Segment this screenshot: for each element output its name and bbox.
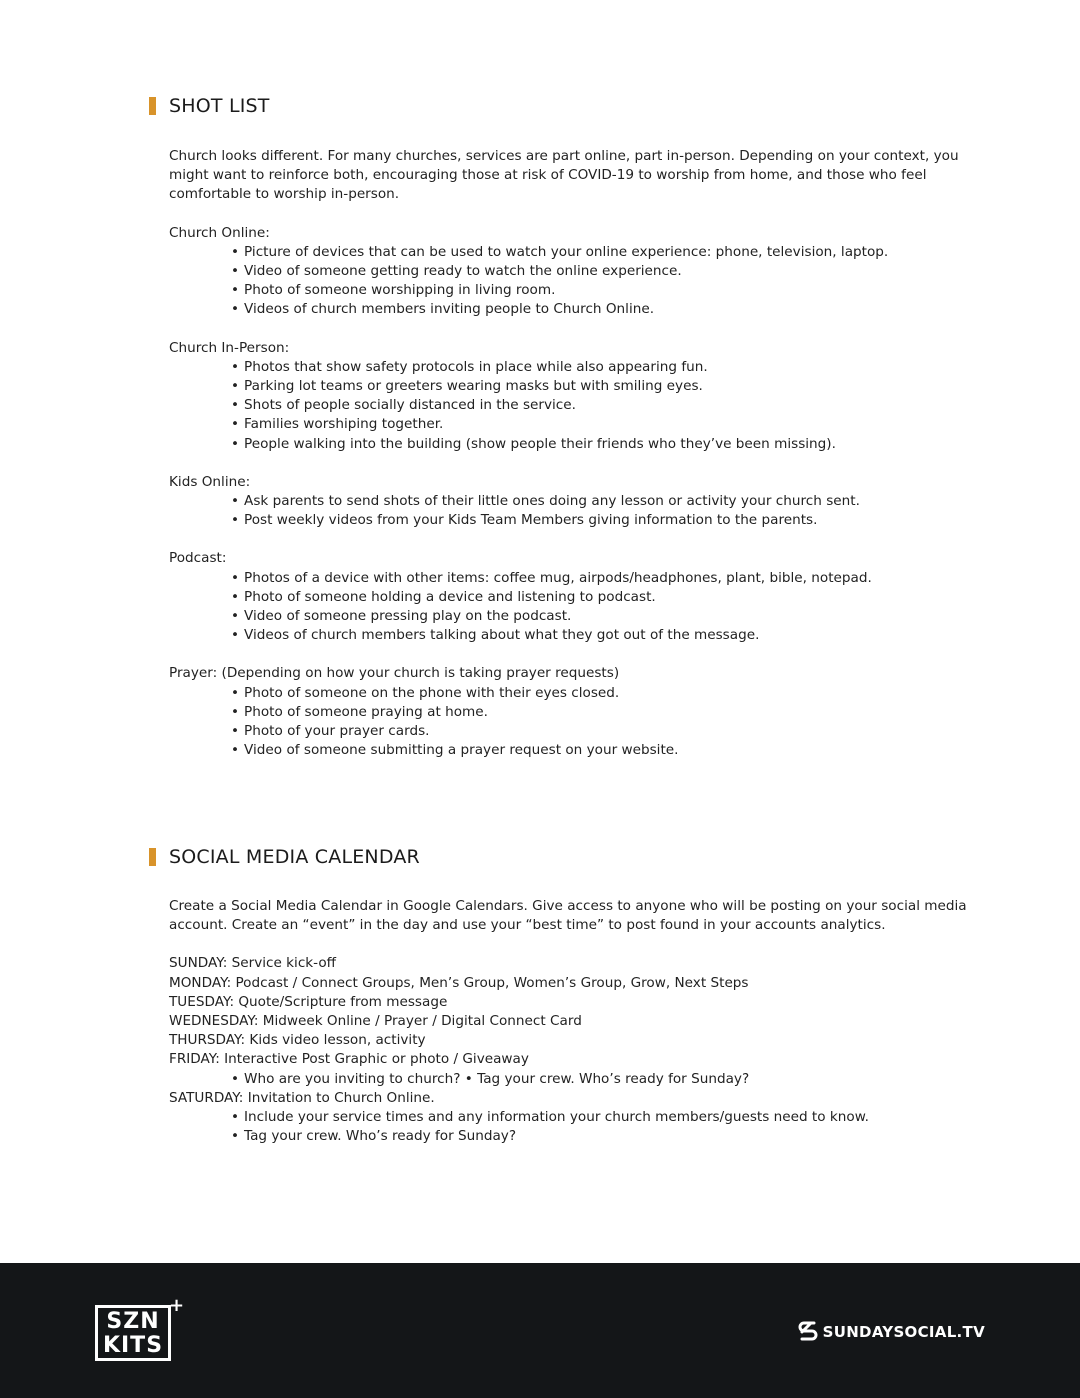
shot-list-group: [169, 664, 979, 760]
list-item: [231, 281, 979, 300]
list-item-text: Photos of a device with other items: coffee mug, airpods/headphones, plant, bible, notepad.: [244, 569, 872, 586]
calendar-day: TUESDAY: Quote/Scripture from message: [169, 993, 448, 1010]
calendar-body: [169, 897, 979, 1146]
section-title: SHOT LIST: [169, 95, 270, 117]
list-item-text: Photos that show safety protocols in place while also appearing fun.: [244, 358, 708, 375]
szn-kits-logo-box: [95, 1305, 171, 1361]
list-item-text: Photo of someone worshipping in living room.: [244, 282, 556, 299]
list-item-text: Video of someone pressing play on the podcast.: [244, 608, 572, 625]
list-item-text: Video of someone getting ready to watch the online experience.: [244, 263, 682, 280]
list-item: [231, 243, 979, 262]
list-item: [231, 262, 979, 281]
bullet-list: [169, 358, 979, 454]
footer: [0, 1263, 1080, 1398]
szn-logo-plus: +: [169, 1295, 185, 1316]
list-item: [231, 300, 979, 319]
list-item: [231, 511, 979, 530]
shot-list-intro: Church looks different. For many churches, services are part online, part in-person. Depending on your context, you might want to reinforce both, encouraging those at risk of COVID-19 to worship from home, and those who feel comfortable to worship in-person.: [169, 148, 959, 203]
szn-logo-line2: KITS: [102, 1333, 164, 1358]
shot-list-group: [169, 224, 979, 320]
list-item-text: Video of someone submitting a prayer request on your website.: [244, 742, 679, 759]
section-accent-bar: [149, 97, 156, 115]
shot-list-group: [169, 339, 979, 454]
bullet-list: [169, 1108, 979, 1146]
list-item-text: Shots of people socially distanced in the service.: [244, 397, 576, 414]
bullet-list: [169, 1070, 979, 1089]
list-item-text: Who are you inviting to church? • Tag your crew. Who’s ready for Sunday?: [244, 1070, 750, 1087]
list-item: [231, 1108, 979, 1127]
section-title: SOCIAL MEDIA CALENDAR: [169, 846, 420, 868]
szn-kits-logo: [95, 1295, 185, 1365]
list-item: [231, 358, 979, 377]
list-item: [231, 435, 979, 454]
shot-list-group: [169, 473, 979, 531]
list-item-text: Include your service times and any information your church members/guests need to know.: [244, 1109, 869, 1126]
list-item: [231, 684, 979, 703]
list-item-text: Photo of someone praying at home.: [244, 703, 488, 720]
shot-list-group: [169, 549, 979, 645]
calendar-heading: [149, 846, 420, 868]
calendar-day: WEDNESDAY: Midweek Online / Prayer / Digital Connect Card: [169, 1013, 582, 1030]
calendar-day: THURSDAY: Kids video lesson, activity: [169, 1032, 426, 1049]
list-item-text: Post weekly videos from your Kids Team Members giving information to the parents.: [244, 512, 818, 529]
list-item: [231, 569, 979, 588]
list-item: [231, 588, 979, 607]
list-item: [231, 377, 979, 396]
group-label: Podcast:: [169, 550, 227, 567]
list-item-text: Videos of church members inviting people to Church Online.: [244, 301, 655, 318]
list-item: [231, 607, 979, 626]
szn-logo-line1: SZN: [106, 1309, 160, 1334]
list-item: [231, 741, 979, 760]
list-item-text: Picture of devices that can be used to watch your online experience: phone, television, laptop.: [244, 243, 889, 260]
calendar-day: FRIDAY: Interactive Post Graphic or photo / Giveaway: [169, 1051, 529, 1068]
list-item: [231, 626, 979, 645]
list-item: [231, 1070, 979, 1089]
list-item-text: Tag your crew. Who’s ready for Sunday?: [244, 1128, 517, 1145]
shot-list-body: [169, 147, 979, 779]
bullet-list: [169, 492, 979, 530]
list-item: [231, 396, 979, 415]
list-item: [231, 415, 979, 434]
calendar-days: [169, 954, 979, 1146]
calendar-day: MONDAY: Podcast / Connect Groups, Men’s Group, Women’s Group, Grow, Next Steps: [169, 974, 749, 991]
section-accent-bar: [149, 848, 156, 866]
list-item-text: Ask parents to send shots of their little ones doing any lesson or activity your church sent.: [244, 493, 860, 510]
list-item-text: People walking into the building (show people their friends who they’ve been missing).: [244, 435, 836, 452]
group-label: Kids Online:: [169, 473, 251, 490]
shot-list-heading: [149, 95, 270, 117]
calendar-intro: Create a Social Media Calendar in Google Calendars. Give access to anyone who will be posting on your social media account. Create an “event” in the day and use your “best time” to post found in your accounts analytics.: [169, 898, 967, 934]
list-item-text: Videos of church members talking about what they got out of the message.: [244, 627, 760, 644]
group-label: Prayer: (Depending on how your church is taking prayer requests): [169, 665, 620, 682]
list-item-text: Photo of someone on the phone with their eyes closed.: [244, 684, 620, 701]
sunday-social-s-icon: [797, 1320, 819, 1344]
list-item-text: Photo of your prayer cards.: [244, 723, 430, 740]
sunday-social-logo: [797, 1320, 985, 1344]
list-item: [231, 722, 979, 741]
sunday-social-text: SUNDAYSOCIAL.TV: [822, 1323, 985, 1341]
list-item-text: Photo of someone holding a device and listening to podcast.: [244, 588, 656, 605]
calendar-day: SATURDAY: Invitation to Church Online.: [169, 1089, 435, 1106]
bullet-list: [169, 684, 979, 761]
list-item: [231, 703, 979, 722]
bullet-list: [169, 569, 979, 646]
calendar-day: SUNDAY: Service kick-off: [169, 955, 337, 972]
group-label: Church In-Person:: [169, 339, 290, 356]
group-label: Church Online:: [169, 224, 270, 241]
list-item: [231, 1127, 979, 1146]
list-item: [231, 492, 979, 511]
list-item-text: Families worshiping together.: [244, 416, 444, 433]
shot-list-groups: [169, 224, 979, 761]
list-item-text: Parking lot teams or greeters wearing masks but with smiling eyes.: [244, 378, 703, 395]
bullet-list: [169, 243, 979, 320]
